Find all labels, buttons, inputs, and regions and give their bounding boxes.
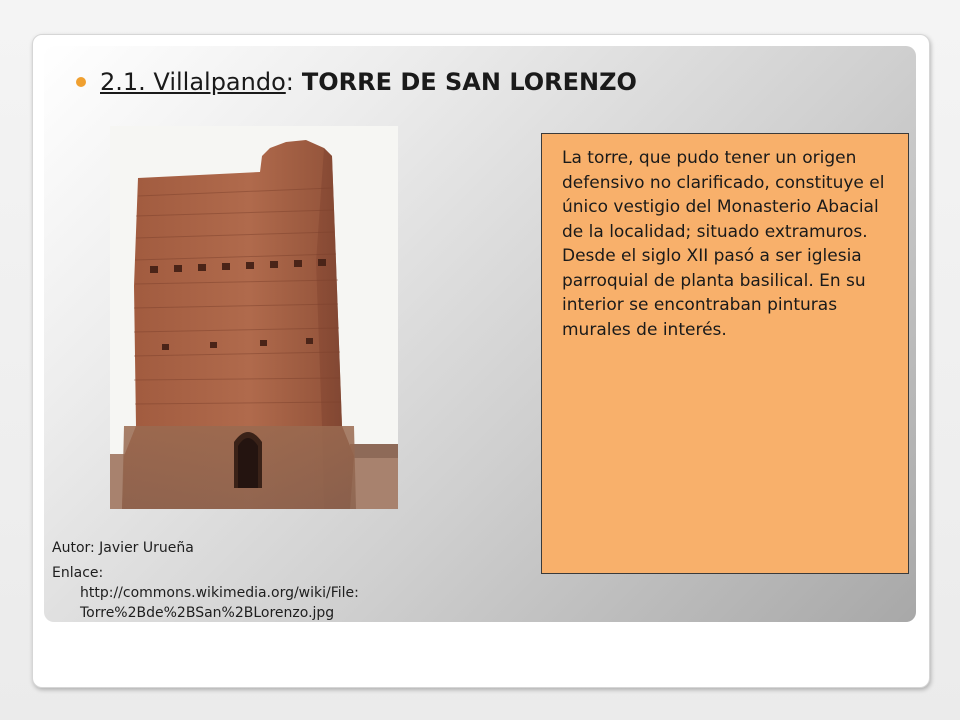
- slide-title: [76, 64, 637, 100]
- title-separator: :: [285, 68, 294, 96]
- title-link-villalpando[interactable]: 2.1. Villalpando: [100, 68, 286, 96]
- tower-image: [110, 126, 398, 509]
- photo-author: Autor: Javier Urueña: [52, 540, 194, 556]
- photo-link-label: Enlace:: [52, 565, 104, 581]
- title-tower-name: TORRE DE SAN LORENZO: [301, 68, 637, 96]
- tower-photo: [110, 126, 398, 509]
- description-box: [541, 133, 909, 574]
- description-text: La torre, que pudo tener un origen defensivo no clarificado, constituye el único vestigio del Monasterio Abacial de la localidad; situado extramuros. Desde el siglo XII pasó a ser iglesia parroquial de planta basilical. En su interior se encontraban pinturas murales de interés.: [562, 148, 885, 340]
- photo-url-line-1[interactable]: http://commons.wikimedia.org/wiki/File:: [80, 585, 359, 601]
- bullet-icon: [76, 77, 86, 87]
- photo-url-line-2[interactable]: Torre%2Bde%2BSan%2BLorenzo.jpg: [80, 605, 335, 621]
